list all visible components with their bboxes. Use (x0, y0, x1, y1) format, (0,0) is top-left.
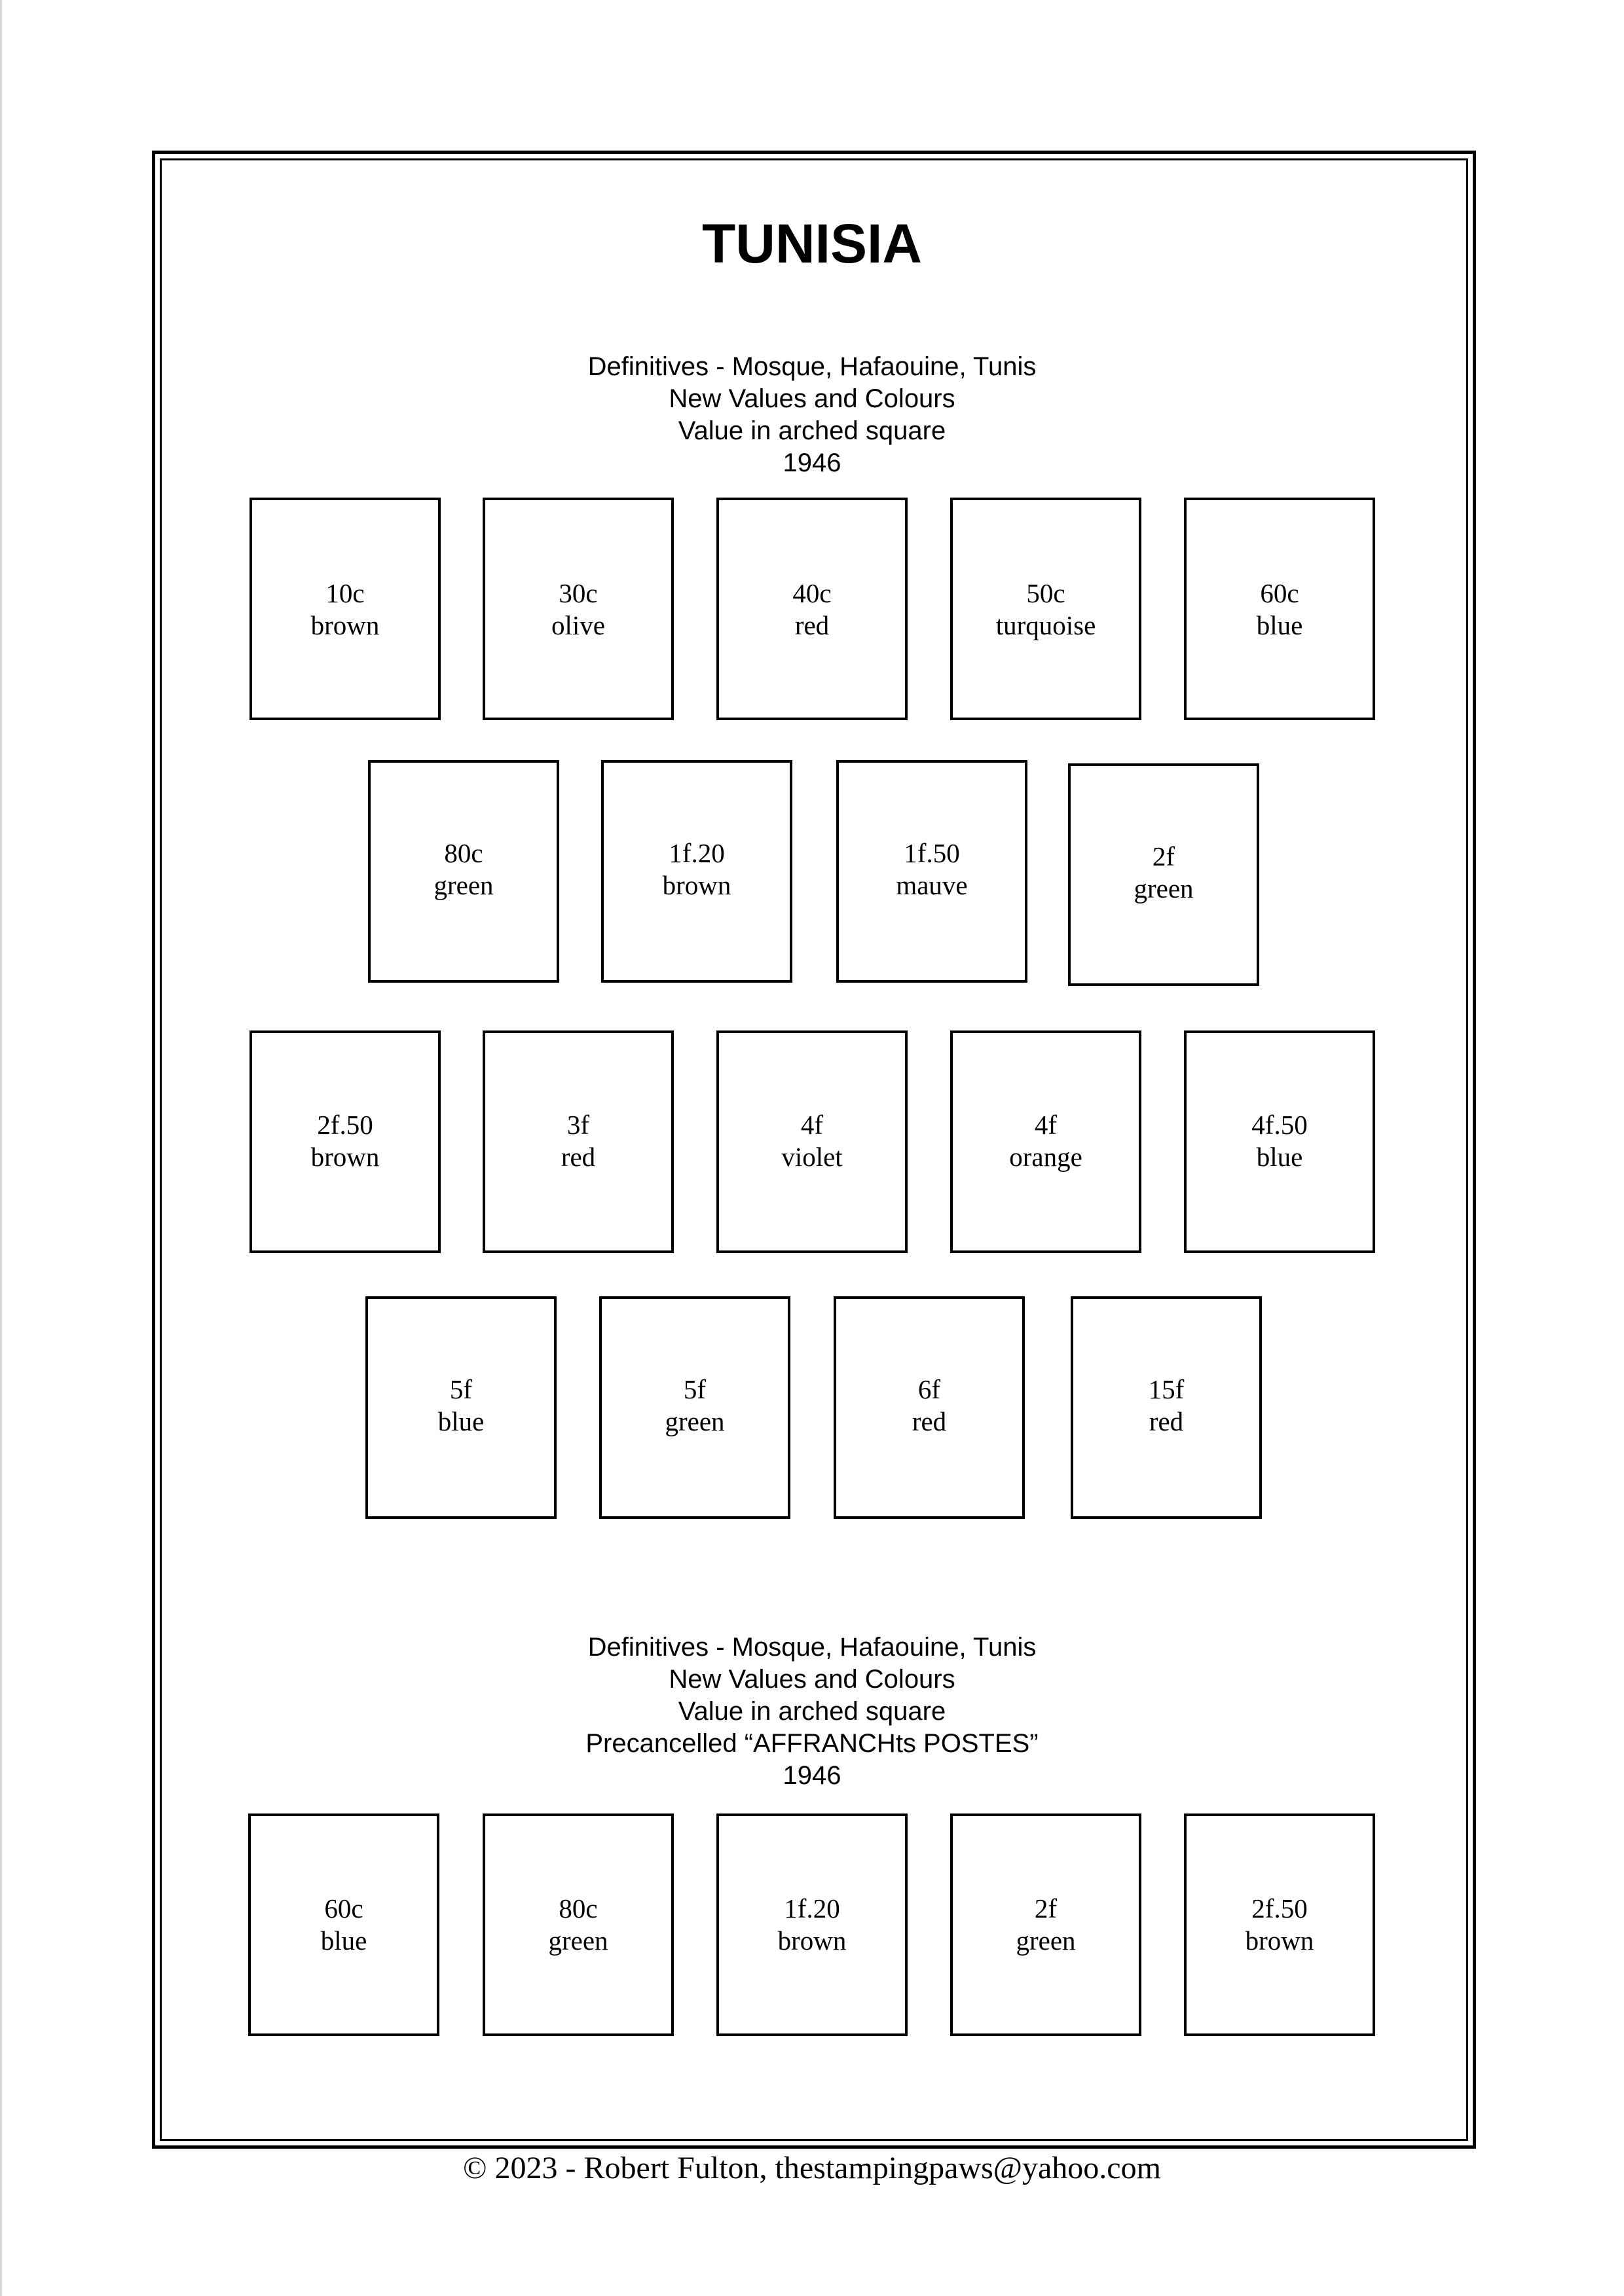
stamp-value: 2f.50 (1251, 1893, 1308, 1923)
stamp-value: 4f.50 (1251, 1110, 1308, 1140)
section-2-heading (0, 1631, 1624, 1792)
stamp-colour: green (434, 870, 494, 900)
page-edge (0, 0, 2, 2296)
stamp-colour: turquoise (995, 610, 1096, 640)
stamp-colour: brown (662, 870, 731, 900)
stamp-value: 3f (566, 1110, 590, 1140)
stamp-space (716, 498, 908, 720)
stamp-colour: brown (1245, 1925, 1314, 1956)
stamp-space (950, 498, 1141, 720)
section-2-heading-line: Precancelled “AFFRANCHts POSTES” (585, 1729, 1039, 1758)
stamp-space (368, 760, 559, 983)
stamp-colour: green (1016, 1925, 1076, 1956)
stamp-space (1184, 1030, 1375, 1253)
stamp-space (950, 1813, 1141, 2036)
stamp-space (601, 760, 792, 983)
stamp-colour: olive (551, 610, 605, 640)
stamp-value: 1f.20 (784, 1893, 840, 1923)
stamp-value: 1f.20 (669, 838, 725, 868)
stamp-value: 2f.50 (317, 1110, 373, 1140)
stamp-space (834, 1296, 1025, 1519)
stamp-value: 50c (1026, 578, 1065, 608)
stamp-colour: blue (320, 1925, 367, 1956)
stamp-value: 60c (324, 1893, 363, 1923)
section-2-heading-line: Value in arched square (678, 1697, 946, 1726)
stamp-space (248, 1813, 439, 2036)
section-1-heading-line: Definitives - Mosque, Hafaouine, Tunis (587, 352, 1037, 381)
stamp-value: 4f (1034, 1110, 1058, 1140)
stamp-value: 1f.50 (904, 838, 960, 868)
stamp-value: 80c (444, 838, 483, 868)
stamp-space (249, 498, 441, 720)
section-1-heading (0, 351, 1624, 479)
stamp-colour: mauve (896, 870, 968, 900)
stamp-space (1068, 763, 1259, 986)
stamp-space (599, 1296, 790, 1519)
copyright-footer: © 2023 - Robert Fulton, thestampingpaws@yahoo.com (463, 2151, 1161, 2185)
stamp-space (836, 760, 1027, 983)
stamp-value: 30c (559, 578, 598, 608)
stamp-space (483, 498, 674, 720)
stamp-space (716, 1030, 908, 1253)
stamp-space (483, 1813, 674, 2036)
stamp-value: 4f (800, 1110, 824, 1140)
stamp-colour: red (794, 610, 830, 640)
stamp-space (483, 1030, 674, 1253)
stamp-colour: green (548, 1925, 608, 1956)
stamp-colour: green (665, 1406, 725, 1436)
stamp-value: 15f (1148, 1374, 1185, 1404)
stamp-colour: red (561, 1142, 596, 1172)
stamp-value: 5f (449, 1374, 473, 1404)
stamp-value: 60c (1260, 578, 1299, 608)
stamp-space (365, 1296, 557, 1519)
stamp-colour: green (1134, 873, 1194, 903)
stamp-value: 2f (1152, 841, 1175, 871)
stamp-colour: brown (777, 1925, 847, 1956)
stamp-colour: brown (310, 610, 380, 640)
stamp-space (1184, 1813, 1375, 2036)
page-title: TUNISIA (702, 213, 922, 274)
section-2-heading-line: Definitives - Mosque, Hafaouine, Tunis (587, 1633, 1037, 1662)
stamp-value: 2f (1034, 1893, 1058, 1923)
stamp-colour: orange (1009, 1142, 1082, 1172)
stamp-space (249, 1030, 441, 1253)
stamp-colour: red (912, 1406, 947, 1436)
stamp-colour: blue (437, 1406, 485, 1436)
stamp-value: 6f (917, 1374, 941, 1404)
stamp-value: 40c (792, 578, 832, 608)
stamp-space (1071, 1296, 1262, 1519)
section-2-heading-line: New Values and Colours (669, 1665, 955, 1694)
stamp-value: 5f (683, 1374, 707, 1404)
stamp-colour: violet (781, 1142, 843, 1172)
section-2-heading-line: 1946 (783, 1761, 841, 1790)
section-1-heading-line: 1946 (783, 448, 841, 477)
stamp-value: 10c (325, 578, 365, 608)
stamp-space (1184, 498, 1375, 720)
stamp-colour: brown (310, 1142, 380, 1172)
stamp-colour: blue (1256, 610, 1303, 640)
section-1-heading-line: New Values and Colours (669, 384, 955, 413)
stamp-colour: red (1149, 1406, 1184, 1436)
section-1-heading-line: Value in arched square (678, 416, 946, 445)
stamp-colour: blue (1256, 1142, 1303, 1172)
stamp-space (950, 1030, 1141, 1253)
stamp-value: 80c (559, 1893, 598, 1923)
stamp-space (716, 1813, 908, 2036)
